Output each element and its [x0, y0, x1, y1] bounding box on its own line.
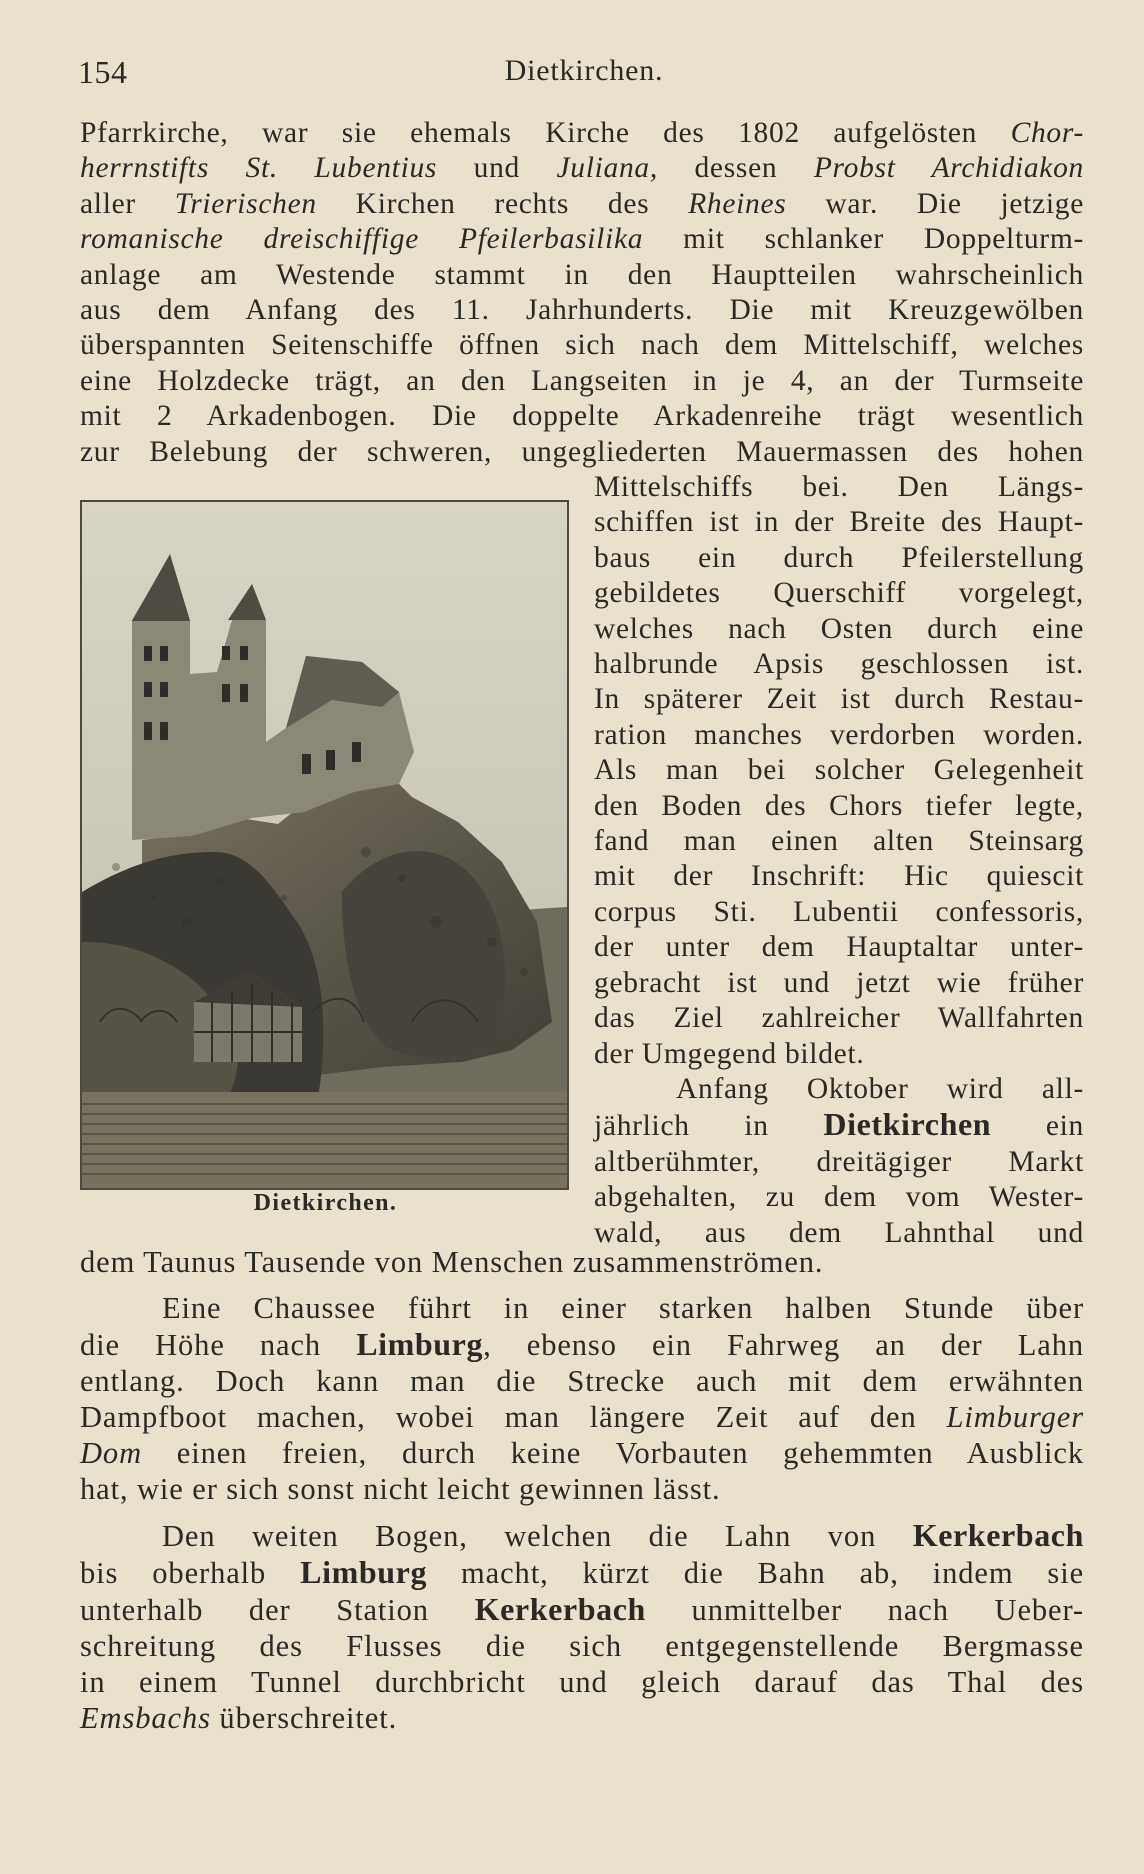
text-line [80, 187, 1084, 222]
paragraph-gap [80, 1280, 1084, 1290]
text-line [80, 151, 1084, 186]
bottom-paragraphs [80, 1244, 1084, 1736]
paragraph-4-line-2 [80, 1554, 1084, 1591]
italic-fragment: Juliana, [556, 152, 658, 185]
italic-fragment: Chor- [1010, 117, 1084, 149]
text-line: anlage am Westende stammt in den Hauptteilen wahrscheinlich [80, 258, 1084, 291]
paragraph-2-line-3: altberühmter, dreitägiger Markt [594, 1145, 1084, 1178]
text-line: gebildetes Querschiff vorgelegt, [594, 577, 1084, 610]
italic-fragment: herrnstifts St. Lubentius [80, 152, 438, 185]
text-line: Mittelschiffs bei. Den Längs- [594, 471, 1084, 503]
italic-fragment: Probst Archidiakon [813, 152, 1085, 185]
text-line: der unter dem Hauptaltar unter- [594, 931, 1084, 964]
place-name: Kerkerbach [474, 1591, 646, 1627]
text-fragment: bis oberhalb [80, 1556, 301, 1590]
paragraph-3-line-6: hat, wie er sich sonst nicht leicht gewinnen lässt. [80, 1472, 721, 1506]
text-line [80, 222, 1084, 257]
text-fragment: Den weiten Bogen, welchen die Lahn von [162, 1519, 913, 1553]
text-fragment: jährlich in [594, 1110, 824, 1143]
text-line: corpus Sti. Lubentii confessoris, [594, 895, 1084, 928]
text-fragment: unmittelber nach Ueber- [645, 1593, 1084, 1627]
text-line: fand man einen alten Steinsarg [594, 825, 1084, 858]
italic-fragment: Trierischen [174, 187, 317, 220]
paragraph-4-line-1 [80, 1517, 1084, 1554]
italic-fragment: Limburger [946, 1400, 1084, 1434]
italic-fragment: Rheines [688, 187, 787, 220]
text-fragment: Dampfboot machen, wobei man längere Zeit auf den [80, 1400, 947, 1434]
text-line: den Boden des Chors tiefer legte, [594, 789, 1084, 822]
text-fragment: macht, kürzt die Bahn ab, indem sie [427, 1556, 1085, 1590]
paragraph-2-line-4: abgehalten, zu dem vom Wester- [594, 1181, 1084, 1214]
paragraph-4-line-6 [80, 1700, 1084, 1736]
text-fragment: einen freien, durch keine Vorbauten gehemmten Ausblick [142, 1436, 1084, 1470]
paragraph-3-line-1: Eine Chaussee führt in einer starken halben Stunde über [162, 1291, 1084, 1325]
paragraph-3-line-2 [80, 1326, 1084, 1363]
text-line: mit 2 Arkadenbogen. Die doppelte Arkadenreihe trägt wesentlich [80, 400, 1084, 433]
text-line: das Ziel zahlreicher Wallfahrten [594, 1002, 1084, 1035]
page-header [78, 54, 1090, 94]
text-fragment: ein [991, 1110, 1085, 1143]
text-line: Als man bei solcher Gelegenheit [594, 754, 1084, 787]
text-line: eine Holzdecke trägt, an den Langseiten in je 4, an der Turmseite [80, 364, 1084, 397]
paragraph-4-line-5: in einem Tunnel durchbricht und gleich darauf das Thal des [80, 1665, 1084, 1699]
running-title: Dietkirchen. [504, 54, 664, 87]
paragraph-3-line-4 [80, 1399, 1084, 1435]
place-name: Dietkirchen [823, 1106, 992, 1143]
church-illustration [80, 500, 569, 1190]
text-line: zur Belebung der schweren, ungegliederten Mauermassen des hohen [80, 435, 1084, 468]
text-line: gebracht ist und jetzt wie früher [594, 966, 1084, 999]
text-fragment: die Höhe nach [80, 1328, 357, 1362]
italic-fragment: Emsbachs [80, 1701, 211, 1735]
text-line: überspannten Seitenschiffe öffnen sich nach dem Mittelschiff, welches [80, 329, 1084, 362]
opening-paragraph [80, 116, 1084, 470]
text-line: ration manches verdorben worden. [594, 718, 1084, 751]
paragraph-3-line-5 [80, 1435, 1084, 1471]
text-fragment: Pfarrkirche, war sie ehemals Kirche des 1802 aufgelösten [80, 117, 1011, 149]
place-name: Kerkerbach [912, 1517, 1084, 1553]
text-fragment: mit schlanker Doppelturm- [643, 223, 1084, 256]
text-fragment: Kirchen rechts des [316, 187, 689, 220]
paragraph-4-line-4: schreitung des Flusses die sich entgegenstellende Bergmasse [80, 1629, 1084, 1663]
text-line: schiffen ist in der Breite des Haupt- [594, 506, 1084, 539]
text-line: der Umgegend bildet. [594, 1037, 865, 1070]
paragraph-2-line-5: wald, aus dem Lahnthal und [594, 1216, 1084, 1249]
text-fragment: überschreitet. [210, 1701, 398, 1735]
text-line [80, 116, 1084, 151]
text-line: aus dem Anfang des 11. Jahrhunderts. Die mit Kreuzgewölben [80, 294, 1084, 327]
text-fragment: , ebenso ein Fahrweg an der Lahn [483, 1328, 1084, 1362]
paragraph-2-line-1: Anfang Oktober wird all- [676, 1072, 1084, 1105]
text-fragment: unterhalb der Station [80, 1593, 475, 1627]
text-fragment: war. Die jetzige [786, 187, 1084, 220]
paragraph-4-line-3 [80, 1591, 1084, 1628]
paragraph-2-line-2 [594, 1107, 1084, 1144]
church-engraving-image [82, 502, 567, 1188]
text-fragment: dessen [657, 152, 814, 185]
text-line: baus ein durch Pfeilerstellung [594, 541, 1084, 574]
paragraph-2-line-6: dem Taunus Tausende von Menschen zusammenströmen. [80, 1245, 824, 1279]
paragraph-gap [80, 1507, 1084, 1517]
text-line: halbrunde Apsis geschlossen ist. [594, 648, 1084, 681]
text-fragment: und [437, 152, 557, 185]
italic-fragment: Dom [80, 1436, 143, 1470]
text-line: In späterer Zeit ist durch Restau- [594, 683, 1084, 716]
text-fragment: aller [80, 187, 175, 220]
place-name: Limburg [300, 1554, 428, 1590]
text-line: welches nach Osten durch eine [594, 612, 1084, 645]
church-figure [80, 500, 571, 1260]
place-name: Limburg [356, 1326, 484, 1362]
figure-caption: Dietkirchen. [253, 1190, 398, 1216]
text-line: mit der Inschrift: Hic quiescit [594, 860, 1084, 893]
italic-fragment: romanische dreischiffige Pfeilerbasilika [80, 223, 644, 256]
right-column-text [594, 470, 1084, 1251]
page-number: 154 [78, 54, 128, 90]
paragraph-3-line-3: entlang. Doch kann man die Strecke auch mit dem erwähnten [80, 1364, 1084, 1398]
